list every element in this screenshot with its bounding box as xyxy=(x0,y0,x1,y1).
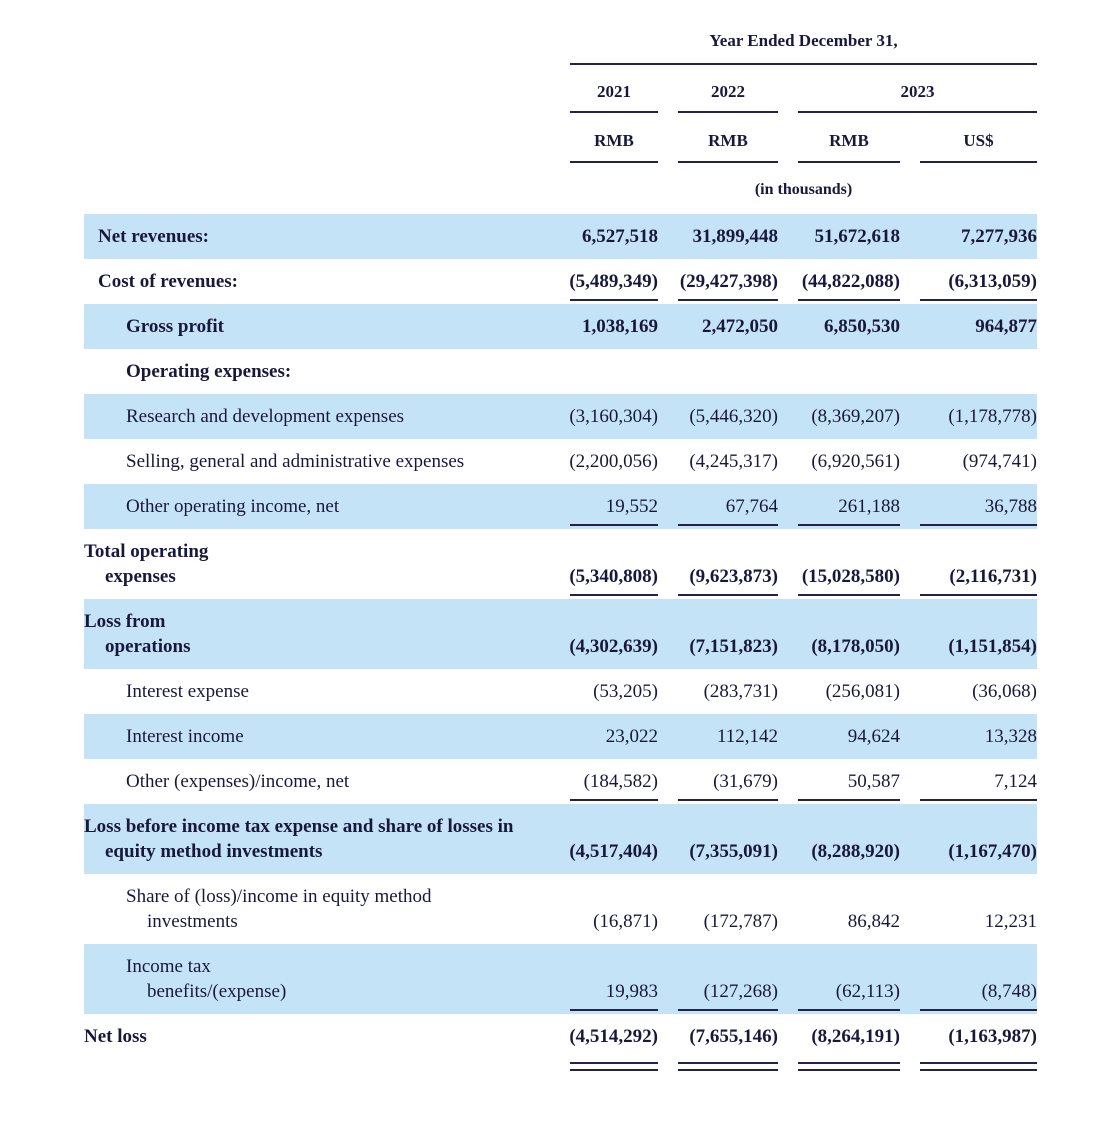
row-label-line: Net revenues: xyxy=(98,226,209,247)
cell-2023-usd: (1,178,778) xyxy=(948,406,1037,427)
row-label xyxy=(84,759,550,804)
cell-2021-rmb: (3,160,304) xyxy=(569,406,658,427)
row-label-line: investments xyxy=(147,911,238,932)
table-row xyxy=(84,1014,1037,1073)
cell-2021-rmb xyxy=(570,349,658,394)
cell-2023-rmb: (256,081) xyxy=(825,681,900,702)
table-row xyxy=(84,349,1037,394)
cell-2023-rmb: (15,028,580) xyxy=(798,529,900,599)
cell-2023-rmb: 50,587 xyxy=(798,759,900,804)
currency-label-rmb-2021: RMB xyxy=(594,131,634,150)
row-label-line: Net loss xyxy=(84,1026,147,1047)
row-label-line: Operating expenses: xyxy=(126,361,292,382)
cell-2021-rmb: (4,302,639) xyxy=(569,636,658,657)
table-header xyxy=(84,30,1037,214)
row-label xyxy=(84,804,550,874)
row-label-line: benefits/(expense) xyxy=(147,981,287,1002)
row-label-line: Selling, general and administrative expenses xyxy=(126,451,465,472)
table-row xyxy=(84,439,1037,484)
row-label-line: expenses xyxy=(105,566,176,587)
year-2023-rule xyxy=(798,111,1037,113)
year-2021-label: 2021 xyxy=(597,82,631,101)
cell-2023-usd: 7,124 xyxy=(920,759,1037,804)
cell-2023-rmb: 86,842 xyxy=(847,911,900,932)
table-row xyxy=(84,529,1037,599)
row-label-line: operations xyxy=(105,636,191,657)
cell-2021-rmb: (4,517,404) xyxy=(569,841,658,862)
row-label xyxy=(84,529,550,599)
row-label-line: Loss before income tax expense and share of losses in xyxy=(84,816,514,837)
table-row xyxy=(84,944,1037,1014)
cell-2023-usd: (1,163,987) xyxy=(920,1014,1037,1073)
header-rule-top xyxy=(570,63,1037,65)
table-row xyxy=(84,259,1037,304)
row-label xyxy=(84,304,550,349)
cell-2022-rmb xyxy=(678,349,778,394)
row-label-line: Research and development expenses xyxy=(126,406,405,427)
row-label xyxy=(84,599,550,669)
table-row xyxy=(84,214,1037,259)
row-label-line: Interest expense xyxy=(126,681,249,702)
cell-2023-rmb: (8,264,191) xyxy=(798,1014,900,1073)
table-body xyxy=(84,214,1037,1073)
cell-2022-rmb: 67,764 xyxy=(678,484,778,529)
cell-2023-usd: (974,741) xyxy=(962,451,1037,472)
cell-2021-rmb: (53,205) xyxy=(593,681,658,702)
cell-2023-usd: 13,328 xyxy=(984,726,1037,747)
cell-2023-rmb: 94,624 xyxy=(847,726,900,747)
cell-2022-rmb: (4,245,317) xyxy=(689,451,778,472)
row-label-line: equity method investments xyxy=(105,841,323,862)
currency-label-rmb-2022: RMB xyxy=(708,131,748,150)
cell-2021-rmb: (2,200,056) xyxy=(569,451,658,472)
cell-2022-rmb: (7,655,146) xyxy=(678,1014,778,1073)
table-row xyxy=(84,484,1037,529)
cell-2021-rmb: (184,582) xyxy=(570,759,658,804)
row-label xyxy=(84,944,550,1014)
row-label-line: Total operating xyxy=(84,541,209,562)
row-label xyxy=(84,669,550,714)
currency-rule-4 xyxy=(920,161,1037,163)
cell-2023-rmb: 6,850,530 xyxy=(824,316,900,337)
cell-2021-rmb: 6,527,518 xyxy=(582,226,658,247)
cell-2023-rmb: (8,288,920) xyxy=(811,841,900,862)
cell-2022-rmb: (7,355,091) xyxy=(689,841,778,862)
cell-2022-rmb: (31,679) xyxy=(678,759,778,804)
row-label-line: Gross profit xyxy=(126,316,224,337)
cell-2021-rmb: (5,340,808) xyxy=(570,529,658,599)
cell-2021-rmb: 19,552 xyxy=(570,484,658,529)
row-label xyxy=(84,214,550,259)
cell-2023-rmb: (44,822,088) xyxy=(798,259,900,304)
table-row xyxy=(84,714,1037,759)
row-label-line: Loss from xyxy=(84,611,166,632)
cell-2022-rmb: (127,268) xyxy=(678,944,778,1014)
cell-2023-rmb xyxy=(798,349,900,394)
row-label xyxy=(84,259,550,304)
cell-2023-usd: 7,277,936 xyxy=(961,226,1037,247)
row-label xyxy=(84,349,550,394)
cell-2023-rmb: 51,672,618 xyxy=(814,226,900,247)
units-note: (in thousands) xyxy=(754,181,853,198)
cell-2022-rmb: (5,446,320) xyxy=(689,406,778,427)
currency-rule-3 xyxy=(798,161,900,163)
cell-2023-rmb: (6,920,561) xyxy=(811,451,900,472)
year-2022-rule xyxy=(678,111,778,113)
financial-table xyxy=(84,30,1037,1073)
currency-label-rmb-2023: RMB xyxy=(829,131,869,150)
cell-2021-rmb: (4,514,292) xyxy=(570,1014,658,1073)
row-label-line: Share of (loss)/income in equity method xyxy=(126,886,432,907)
row-label-line: Income tax xyxy=(126,956,211,977)
cell-2023-usd xyxy=(920,349,1037,394)
table-row xyxy=(84,804,1037,874)
cell-2023-rmb: 261,188 xyxy=(798,484,900,529)
row-label xyxy=(84,394,550,439)
cell-2022-rmb: (29,427,398) xyxy=(678,259,778,304)
cell-2022-rmb: (9,623,873) xyxy=(678,529,778,599)
row-label-line: Other operating income, net xyxy=(126,496,340,517)
table-row xyxy=(84,759,1037,804)
cell-2021-rmb: (16,871) xyxy=(593,911,658,932)
cell-2022-rmb: 2,472,050 xyxy=(702,316,778,337)
cell-2022-rmb: (7,151,823) xyxy=(689,636,778,657)
table-row xyxy=(84,599,1037,669)
row-label xyxy=(84,714,550,759)
period-title: Year Ended December 31, xyxy=(709,31,898,50)
cell-2022-rmb: (283,731) xyxy=(703,681,778,702)
table-row xyxy=(84,669,1037,714)
year-2023-label: 2023 xyxy=(900,82,935,101)
cell-2023-usd: (2,116,731) xyxy=(920,529,1037,599)
year-2022-label: 2022 xyxy=(711,82,745,101)
row-label-line: Interest income xyxy=(126,726,244,747)
cell-2023-usd: 36,788 xyxy=(920,484,1037,529)
cell-2023-usd: 964,877 xyxy=(975,316,1037,337)
year-2021-rule xyxy=(570,111,658,113)
table-row xyxy=(84,304,1037,349)
row-label xyxy=(84,439,550,484)
cell-2021-rmb: 23,022 xyxy=(605,726,658,747)
cell-2023-usd: (6,313,059) xyxy=(920,259,1037,304)
currency-rule-2 xyxy=(678,161,778,163)
cell-2023-rmb: (62,113) xyxy=(798,944,900,1014)
cell-2023-usd: (1,151,854) xyxy=(948,636,1037,657)
row-label xyxy=(84,874,550,944)
cell-2023-usd: 12,231 xyxy=(984,911,1037,932)
row-label xyxy=(84,484,550,529)
cell-2022-rmb: 31,899,448 xyxy=(692,226,778,247)
currency-label-usd-2023: US$ xyxy=(963,131,994,150)
cell-2023-usd: (1,167,470) xyxy=(948,841,1037,862)
row-label xyxy=(84,1014,550,1073)
table-row xyxy=(84,874,1037,944)
cell-2021-rmb: 19,983 xyxy=(570,944,658,1014)
cell-2021-rmb: 1,038,169 xyxy=(582,316,658,337)
cell-2023-usd: (8,748) xyxy=(920,944,1037,1014)
cell-2023-rmb: (8,369,207) xyxy=(811,406,900,427)
row-label-line: Cost of revenues: xyxy=(98,271,239,292)
currency-rule-1 xyxy=(570,161,658,163)
cell-2021-rmb: (5,489,349) xyxy=(570,259,658,304)
row-label-line: Other (expenses)/income, net xyxy=(126,771,350,792)
cell-2022-rmb: (172,787) xyxy=(703,911,778,932)
table-row xyxy=(84,394,1037,439)
cell-2022-rmb: 112,142 xyxy=(716,726,778,747)
cell-2023-rmb: (8,178,050) xyxy=(811,636,900,657)
cell-2023-usd: (36,068) xyxy=(972,681,1037,702)
